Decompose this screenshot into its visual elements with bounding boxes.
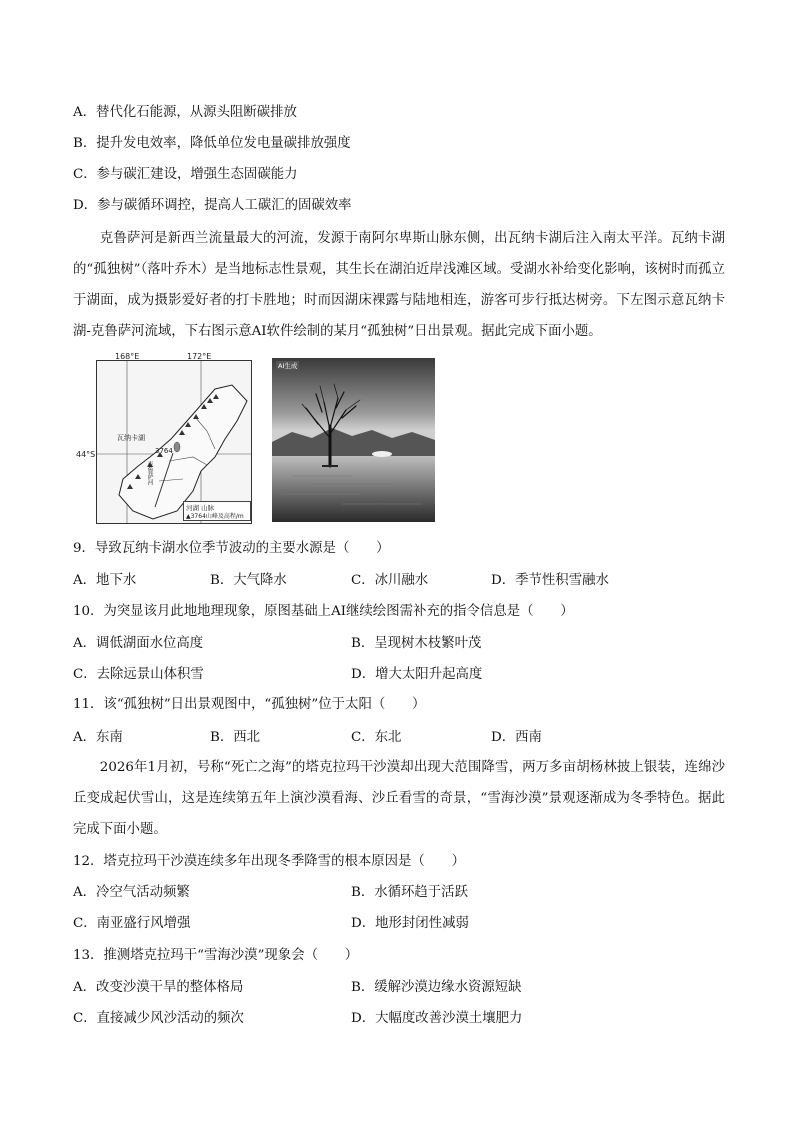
option-8c[interactable]: C．参与碳汇建设，增强生态固碳能力	[73, 167, 298, 182]
option-9d[interactable]: D．季节性积雪融水	[491, 573, 609, 588]
option-9a[interactable]: A．地下水	[73, 573, 137, 588]
option-8d[interactable]: D．参与碳循环调控，提高人工碳汇的固碳效率	[73, 198, 352, 213]
photo-lone-tree	[272, 358, 435, 522]
option-12b[interactable]: B．水循环趋于活跃	[351, 885, 468, 900]
river-label: 克鲁萨河	[146, 461, 153, 485]
ai-generated-tag: AI生成	[278, 362, 298, 370]
map-wanaka-clutha	[76, 352, 252, 524]
option-11c[interactable]: C．东北	[351, 730, 402, 745]
option-8b[interactable]: B．提升发电效率，降低单位发电量碳排放强度	[73, 136, 351, 151]
legend-line2: ▲3764山峰及高程/m	[186, 513, 244, 520]
option-11b[interactable]: B．西北	[210, 730, 261, 745]
lake-label: 瓦纳卡湖	[117, 434, 145, 442]
peak-label: 3764	[155, 447, 173, 455]
passage-taklimakan: 2026年1月初，号称“死亡之海”的塔克拉玛干沙漠却出现大范围降雪，两万多亩胡杨林披上银装，连绵沙丘变成起伏雪山，这是连续第五年上演沙漠看海、沙丘看雪的奇景，“雪海沙漠”景观逐渐成为冬季特色。据此完成下面小题。	[73, 760, 725, 837]
option-12a[interactable]: A．冷空气活动频繁	[73, 885, 190, 900]
lon-168-label: 168°E	[115, 352, 140, 361]
question-9-stem: 9．导致瓦纳卡湖水位季节波动的主要水源是（ ）	[73, 541, 390, 556]
question-11-stem: 11．该“孤独树”日出景观图中，“孤独树”位于太阳（ ）	[73, 697, 426, 712]
question-10-stem: 10．为突显该月此地地理现象，原图基础上AI继续绘图需补充的指令信息是（ ）	[73, 604, 574, 619]
option-13a[interactable]: A．改变沙漠干旱的整体格局	[73, 980, 244, 995]
legend-line1: 河湖 山脉	[186, 504, 215, 512]
option-10b[interactable]: B．呈现树木枝繁叶茂	[351, 636, 482, 651]
photo-svg	[272, 358, 435, 522]
option-10a[interactable]: A．调低湖面水位高度	[73, 636, 204, 651]
option-9c[interactable]: C．冰川融水	[351, 573, 429, 588]
option-12c[interactable]: C．南亚盛行风增强	[73, 916, 191, 931]
option-11d[interactable]: D．西南	[491, 730, 542, 745]
map-legend	[183, 501, 251, 521]
option-13c[interactable]: C．直接减少风沙活动的频次	[73, 1011, 244, 1026]
option-10c[interactable]: C．去除远景山体积雪	[73, 667, 204, 682]
option-13b[interactable]: B．缓解沙漠边缘水资源短缺	[351, 980, 522, 995]
option-12d[interactable]: D．地形封闭性减弱	[351, 916, 469, 931]
question-13-stem: 13．推测塔克拉玛干“雪海沙漠”现象会（ ）	[73, 948, 359, 963]
lon-172-label: 172°E	[187, 352, 212, 361]
option-13d[interactable]: D．大幅度改善沙漠土壤肥力	[351, 1011, 523, 1026]
option-9b[interactable]: B．大气降水	[210, 573, 287, 588]
option-10d[interactable]: D．增大太阳升起高度	[351, 667, 483, 682]
option-11a[interactable]: A．东南	[73, 730, 123, 745]
lat-44-label: 44°S	[76, 450, 96, 459]
passage-lake-wanaka: 克鲁萨河是新西兰流量最大的河流，发源于南阿尔卑斯山脉东侧，出瓦纳卡湖后注入南太平洋。瓦纳卡湖的“孤独树”（落叶乔木）是当地标志性景观，其生长在湖泊近岸浅滩区域。受湖水补给变化影响，该树时而孤立于湖面，成为摄影爱好者的打卡胜地；时而因湖床裸露与陆地相连，游客可步行抵达树旁。下左图示意瓦纳卡湖-克鲁萨河流域，下右图示意AI软件绘制的某月“孤独树”日出景观。据此完成下面小题。	[73, 231, 725, 339]
question-12-stem: 12．塔克拉玛干沙漠连续多年出现冬季降雪的根本原因是（ ）	[73, 854, 465, 869]
option-8a[interactable]: A．替代化石能源，从源头阻断碳排放	[73, 105, 297, 120]
